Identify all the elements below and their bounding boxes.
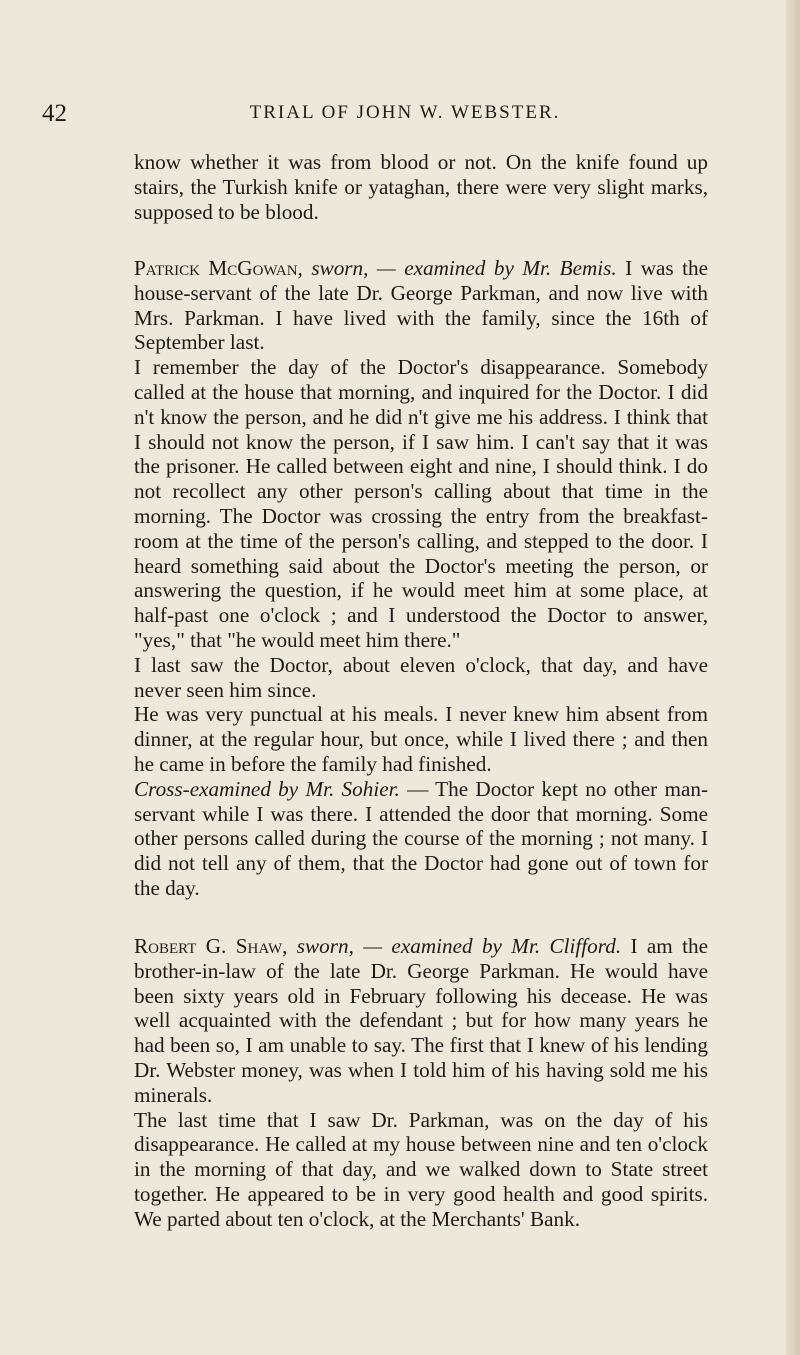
examination-note: sworn, — examined by Mr. Clifford. bbox=[296, 934, 622, 958]
mcgowan-intro bbox=[134, 256, 708, 355]
witness-name: Robert G. Shaw, bbox=[134, 934, 288, 958]
page-edge bbox=[786, 0, 800, 1355]
testimony-paragraph: I remember the day of the Doctor's disappearance. Somebody called at the house that morning, and inquired for the Doctor. I did n't know the person, and he did n't give me his address. I think that I should not know the person, if I saw him. I can't say that it was the prisoner. He called between eight and nine, I should think. I do not recollect any other person's calling about that time in the morning. The Doctor was crossing the entry from the breakfast-room at the time of the person's calling, and stepped to the door. I heard something said about the Doctor's meeting the person, or answering the question, if he would meet him at some place, at half-past one o'clock ; and I understood the Doctor to answer, "yes," that "he would meet him there." bbox=[134, 355, 708, 652]
page-header bbox=[40, 100, 770, 130]
testimony-paragraph: He was very punctual at his meals. I never knew him absent from dinner, at the regular hour, but once, while I lived there ; and then he came in before the family had finished. bbox=[134, 702, 708, 776]
continuation-paragraph bbox=[134, 150, 708, 224]
testimony-paragraph: I last saw the Doctor, about eleven o'clock, that day, and have never seen him since. bbox=[134, 652, 708, 702]
cross-examination-note: Cross-examined by Mr. Sohier. bbox=[134, 776, 400, 801]
testimony-text: I am the brother-in-law of the late Dr. George Parkman. He would have been sixty years old in February following his decease. He was well acquainted with the defendant ; but for how many years he had been so, I am unable to say. The first that I knew of his lending Dr. Webster money, was when I told him of his having sold me his minerals. bbox=[134, 934, 709, 1107]
testimony-paragraph: The last time that I saw Dr. Parkman, was on the day of his disappearance. He called at my house between nine and ten o'clock in the morning of that day, and we walked down to State street together. He appeared to be in very good health and good spirits. We parted about ten o'clock, at the Merchants' Bank. bbox=[134, 1107, 708, 1231]
testimony-text: I was the house-servant of the late Dr. George Parkman, and now live with Mrs. Parkman. I have lived with the family, since the 16th of September last. bbox=[134, 256, 709, 355]
mcgowan-testimony bbox=[134, 256, 708, 901]
continuation-text: know whether it was from blood or not. On the knife found up stairs, the Turkish knife or yataghan, there were very slight marks, supposed to be blood. bbox=[134, 150, 708, 224]
page-number: 42 bbox=[42, 100, 67, 127]
testimony-text: — The Doctor kept no other man-servant while I was there. I attended the door that morning. Some other persons called during the course of the morning ; not many. I did not tell any of them, that the Doctor had gone out of town for the day. bbox=[134, 776, 709, 900]
shaw-intro bbox=[134, 934, 708, 1108]
witness-name: Patrick McGowan, bbox=[134, 256, 303, 280]
examination-note: sworn, — examined by Mr. Bemis. bbox=[311, 256, 617, 280]
running-title: TRIAL OF JOHN W. WEBSTER. bbox=[249, 102, 561, 123]
shaw-testimony bbox=[134, 934, 708, 1232]
cross-examination bbox=[134, 777, 708, 901]
